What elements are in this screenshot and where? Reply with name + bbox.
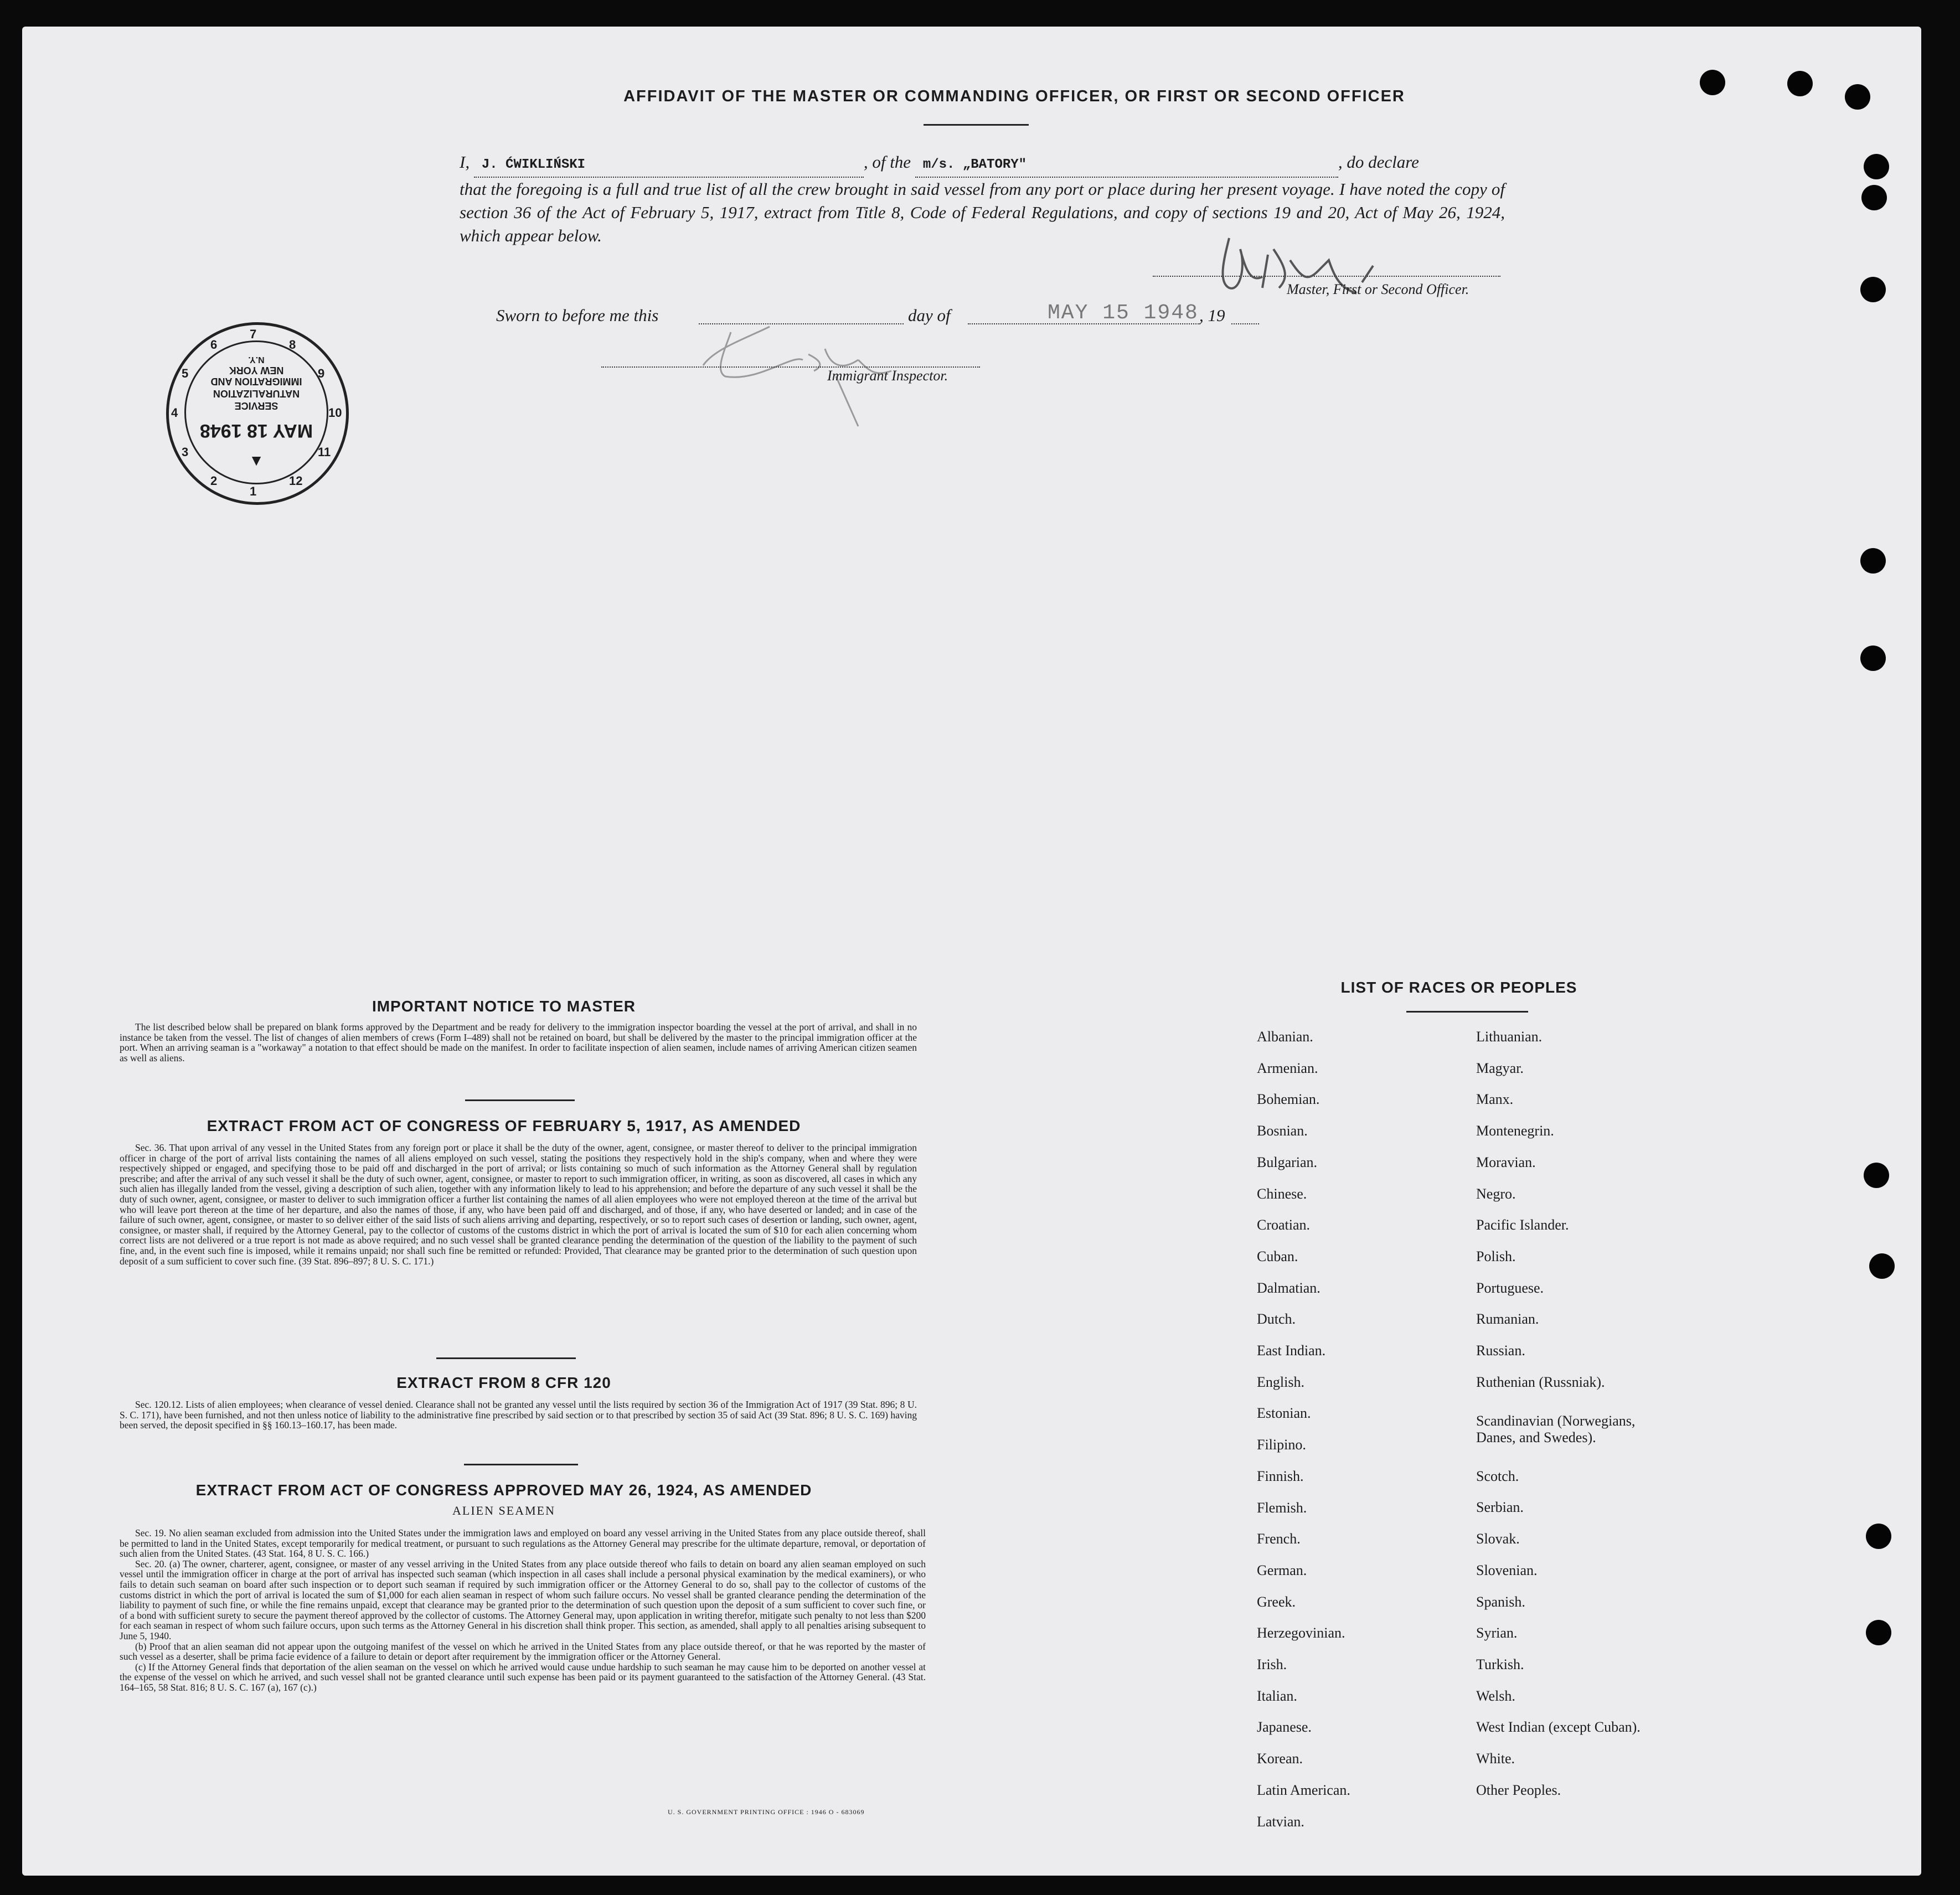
race-item: Magyar.: [1476, 1060, 1524, 1076]
race-item: Welsh.: [1476, 1687, 1515, 1704]
affidavit-title: AFFIDAVIT OF THE MASTER OR COMMANDING OFFICER, OR FIRST OR SECOND OFFICER: [623, 87, 1405, 105]
stamp-ring-number: 12: [289, 473, 303, 488]
do-declare-label: , do declare: [1338, 152, 1419, 172]
extract-cfr-text: [120, 1400, 917, 1431]
race-item: Latvian.: [1257, 1813, 1304, 1830]
stamp-line-2: NATURALIZATION: [213, 388, 300, 399]
section-rule: [465, 1099, 575, 1101]
race-item: Moravian.: [1476, 1154, 1536, 1170]
race-item: Croatian.: [1257, 1217, 1311, 1233]
extract-cfr-title: EXTRACT FROM 8 CFR 120: [396, 1374, 611, 1391]
extract-1917-title: EXTRACT FROM ACT OF CONGRESS OF FEBRUARY 5, 1917, AS AMENDED: [207, 1117, 801, 1134]
notice-title: IMPORTANT NOTICE TO MASTER: [372, 998, 636, 1015]
immigration-stamp: [166, 322, 349, 505]
race-item: Flemish.: [1257, 1499, 1307, 1516]
race-item: Lithuanian.: [1476, 1029, 1543, 1045]
race-item: Manx.: [1476, 1091, 1514, 1108]
race-item: Slovenian.: [1476, 1562, 1538, 1578]
extract-1917-text: [120, 1143, 917, 1266]
binder-hole: [1787, 71, 1813, 96]
race-item: Herzegovinian.: [1257, 1625, 1345, 1641]
binder-hole: [1860, 548, 1886, 574]
race-item: Syrian.: [1476, 1625, 1518, 1641]
race-item: Filipino.: [1257, 1437, 1306, 1453]
race-item: West Indian (except Cuban).: [1476, 1719, 1641, 1736]
race-item: Greek.: [1257, 1593, 1296, 1610]
master-signature: [1207, 227, 1406, 316]
races-title: LIST OF RACES OR PEOPLES: [1340, 979, 1577, 996]
race-item: English.: [1257, 1374, 1304, 1390]
stamp-line-1: IMMIGRATION AND: [210, 376, 302, 387]
stamp-ring-number: 1: [250, 484, 257, 498]
year-field: [1231, 323, 1259, 324]
stamp-ring-number: 11: [317, 445, 331, 459]
race-item: Other Peoples.: [1476, 1782, 1561, 1798]
race-item: Portuguese.: [1476, 1279, 1544, 1296]
race-item: Serbian.: [1476, 1499, 1524, 1516]
section-36-paragraph: Sec. 36. That upon arrival of any vessel in the United States from any foreign port or place it shall be the duty of the owner, agent, consignee, or master thereof to deliver to the principal immigration officer in charge of the port of arrival lists containing the names of all aliens employed on such vessel, stating the positions they respectively hold in the ship's company, when and where they were respectively shipped or engaged, and specifying those to be paid off and discharged in the port of arrival; or lists containing so much of such information as the Attorney General shall by regulation prescribe; and after the arrival of any such vessel it shall be the duty of such owner, agent, consignee, or master to report to such immigration officer, in writing, as soon as discovered, all cases in which any such alien has illegally landed from the vessel, giving a description of such alien, together with any information likely to lead to his apprehension; and before the departure of any such vessel it shall be the duty of such owner, agent, consignee, or master to deliver to such immigration officer a further list containing the names of all alien employees who were not employed thereon at the time of the arrival but who will leave port thereon at the time of her departure, and also the names of those, if any, who have been paid off and discharged, and of those, if any, who have deserted or landed; and in case of the failure of such owner, agent, consignee, or master to so deliver either of the said lists of such aliens arriving and departing, respectively, or so to report such cases of desertion or landing, such owner, agent, consignee, or master shall, if required by the Attorney General, pay to the collector of customs of the customs district in which the port of arrival is located the sum of $10 for each alien concerning whom correct lists are not delivered or a true report is not made as above required; and no such vessel shall be granted clearance pending the determination of the question of the liability to the payment of such fine, and, in the event such fine is imposed, while it remains unpaid; nor shall such fine be remitted or refunded: Provided, That clearance may be granted prior to the determination of such question upon deposit of a sum sufficient to cover such fine. (39 Stat. 896–897; 8 U. S. C. 171.): [120, 1142, 917, 1267]
binder-hole: [1866, 1524, 1891, 1549]
stamp-ring-number: 8: [289, 338, 296, 352]
sworn-label: Sworn to before me this: [496, 306, 659, 325]
section-20b-paragraph: (b) Proof that an alien seaman did not appear upon the outgoing manifest of the vessel on which he arrived in the United States from any place outside thereof, or that he was reported by the master of such vessel as a deserter, shall be prima facie evidence of a failure to detain or deport after requirement by the immigration officer or the Attorney General.: [120, 1640, 926, 1662]
race-item: Scandinavian (Norwegians,: [1476, 1412, 1636, 1429]
binder-hole: [1845, 84, 1870, 110]
declaration-text: that the foregoing is a full and true list of all the crew brought in said vessel from any port or place during her present voyage. I have noted the copy of section 36 of the Act of February 5, 1917, extract from Title 8, Code of Federal Regulations, and copy of sections 19 and 20, Act of May 26, 1924, which appear below.: [460, 179, 1505, 245]
race-item: Dalmatian.: [1257, 1279, 1321, 1296]
race-item: Estonian.: [1257, 1405, 1311, 1422]
stamp-ring-number: 4: [171, 406, 178, 420]
race-item: Spanish.: [1476, 1593, 1525, 1610]
race-item: Montenegrin.: [1476, 1123, 1554, 1139]
race-item: Russian.: [1476, 1342, 1525, 1359]
race-item: Albanian.: [1257, 1029, 1313, 1045]
race-item: Chinese.: [1257, 1185, 1307, 1202]
vessel-name-field: [915, 151, 1338, 178]
race-item: French.: [1257, 1531, 1301, 1547]
race-item: Korean.: [1257, 1751, 1303, 1767]
stamp-date: MAY 18 1948: [199, 420, 313, 441]
stamp-ring-number: 7: [250, 327, 257, 341]
race-item: Finnish.: [1257, 1468, 1304, 1484]
binder-hole: [1860, 646, 1886, 671]
race-item: German.: [1257, 1562, 1307, 1578]
binder-hole: [1700, 70, 1725, 95]
race-item: Latin American.: [1257, 1782, 1350, 1798]
race-item: Irish.: [1257, 1656, 1287, 1672]
race-item: Scotch.: [1476, 1468, 1519, 1484]
day-of-label: day of: [908, 306, 951, 325]
printing-office-footer: U. S. GOVERNMENT PRINTING OFFICE : 1946 O - 683069: [668, 1808, 865, 1816]
binder-hole: [1869, 1253, 1895, 1279]
stamp-inner-ring: [184, 340, 328, 484]
binder-hole: [1864, 154, 1889, 179]
stamp-arrow-icon: ▲: [249, 453, 264, 471]
races-title-rule: [1406, 1011, 1528, 1013]
stamp-line-5: N.Y.: [248, 355, 265, 364]
race-item: Dutch.: [1257, 1311, 1296, 1328]
year-label: , 19: [1199, 306, 1225, 325]
title-rule: [924, 124, 1029, 126]
race-item: Italian.: [1257, 1687, 1297, 1704]
stamp-ring-number: 9: [317, 366, 325, 380]
race-item: Rumanian.: [1476, 1311, 1539, 1328]
race-item: Japanese.: [1257, 1719, 1312, 1736]
race-item: Danes, and Swedes).: [1476, 1429, 1596, 1445]
of-the-label: , of the: [863, 152, 911, 172]
section-120-paragraph: Sec. 120.12. Lists of alien employees; when clearance of vessel denied. Clearance shall not be granted any vessel until the lists required by section 36 of the Immigration Act of 1917 (39 Stat. 896; 8 U. S. C. 171), have been furnished, and not then unless notice of liability to the administrative fine prescribed by said section or to that prescribed by section 35 of said Act (39 Stat. 896; 8 U. S. C. 169) having been served, the deposit specified in §§ 160.13–160.17, has been made.: [120, 1399, 917, 1431]
vessel-name: m/s. „BATORY": [922, 157, 1027, 172]
race-item: Bohemian.: [1257, 1091, 1320, 1108]
binder-hole: [1860, 277, 1886, 302]
i-label: I,: [460, 152, 470, 172]
section-20c-paragraph: (c) If the Attorney General finds that deportation of the alien seaman on the vessel on which he arrived would cause undue hardship to such seaman he may cause him to be deported on another vessel at the expense of the vessel on which he arrived, and such vessel shall not be granted clearance until such expense has been paid or its payment guaranteed to the satisfaction of the Attorney General. (43 Stat. 164–165, 58 Stat. 816; 8 U. S. C. 167 (a), 167 (c).): [120, 1661, 926, 1693]
race-item: Pacific Islander.: [1476, 1217, 1569, 1233]
race-item: Cuban.: [1257, 1248, 1298, 1264]
extract-1924-title: EXTRACT FROM ACT OF CONGRESS APPROVED MAY 26, 1924, AS AMENDED: [195, 1481, 812, 1499]
section-19-paragraph: Sec. 19. No alien seaman excluded from admission into the United States under the immigration laws and employed on board any vessel arriving in the United States from any place outside thereof, shall be permitted to land in the United States, except temporarily for medical treatment, or pursuant to such regulations as the Attorney General may prescribe for the ultimate departure, removal, or deportation of such alien from the United States. (43 Stat. 164, 8 U. S. C. 166.): [120, 1527, 926, 1560]
date-stamp: MAY 15 1948: [1048, 301, 1199, 325]
binder-hole: [1864, 1163, 1889, 1188]
race-item: Slovak.: [1476, 1531, 1520, 1547]
section-rule: [464, 1464, 578, 1465]
stamp-line-4: NEW YORK: [229, 365, 284, 376]
stamp-ring-number: 5: [182, 366, 189, 380]
race-item: East Indian.: [1257, 1342, 1326, 1359]
race-item: Negro.: [1476, 1185, 1516, 1202]
race-item: White.: [1476, 1751, 1515, 1767]
notice-paragraph: The list described below shall be prepared on blank forms approved by the Department and be ready for delivery to the immigration inspector boarding the vessel at the port of arrival, and shall in no instance be taken from the vessel. The list of changes of alien members of crews (Form I–489) shall not be retained on board, but shall be delivered by the master to the principal immigration officer at the port. When an arriving seaman is a "workaway" a notation to that effect should be made on the manifest. In order to facilitate inspection of alien seamen, include names of arriving American citizen seamen as well as aliens.: [120, 1021, 917, 1063]
alien-seamen-subtitle: ALIEN SEAMEN: [452, 1504, 555, 1517]
race-item: Polish.: [1476, 1248, 1516, 1264]
extract-1924-text: [120, 1528, 926, 1693]
binder-hole: [1861, 185, 1887, 210]
master-name: J. ĆWIKLIŃSKI: [481, 157, 586, 172]
master-name-field: [474, 151, 864, 178]
stamp-ring-number: 2: [210, 473, 218, 488]
stamp-line-3: SERVICE: [234, 400, 278, 411]
race-item: Turkish.: [1476, 1656, 1524, 1672]
race-item: Bulgarian.: [1257, 1154, 1318, 1170]
binder-hole: [1866, 1620, 1891, 1645]
section-rule: [436, 1357, 576, 1359]
stamp-ring-number: 10: [328, 406, 342, 420]
race-item: Bosnian.: [1257, 1123, 1308, 1139]
race-item: Armenian.: [1257, 1060, 1318, 1076]
inspector-caption: Immigrant Inspector.: [827, 368, 948, 384]
notice-text: [120, 1022, 917, 1063]
race-item: Ruthenian (Russniak).: [1476, 1374, 1605, 1390]
master-caption: Master, First or Second Officer.: [1287, 281, 1469, 297]
stamp-ring-number: 3: [182, 445, 189, 459]
stamp-ring-number: 6: [210, 338, 218, 352]
section-20a-paragraph: Sec. 20. (a) The owner, charterer, agent, consignee, or master of any vessel arriving in the United States from any place outside thereof who fails to detain on board any alien seaman employed on such vessel until the immigration officer in charge at the port of arrival has inspected such seaman (which inspection in all cases shall include a personal physical examination by the medical examiners), or who fails to detain such seaman on board after such inspection or to deport such seaman if required by such immigration officer or the Attorney General to do so, shall pay to the collector of customs of the customs district in which the port of arrival is located the sum of $1,000 for each alien seaman in respect of whom such failure occurs. No vessel shall be granted clearance pending the determination of the liability to payment of such fine, or while the fine remains unpaid, except that clearance may be granted prior to the determination of such question upon the deposit of a sum sufficient to cover such fine, or of a bond with sufficient surety to secure the payment thereof approved by the collector of customs. The Attorney General may, upon application in writing therefor, mitigate such penalty to not less than $200 for each seaman in respect of whom such failure occurs, upon such terms as the Attorney General in his discretion shall think proper. This section, as amended, shall apply to all penalties arising subsequent to June 5, 1940.: [120, 1558, 926, 1641]
